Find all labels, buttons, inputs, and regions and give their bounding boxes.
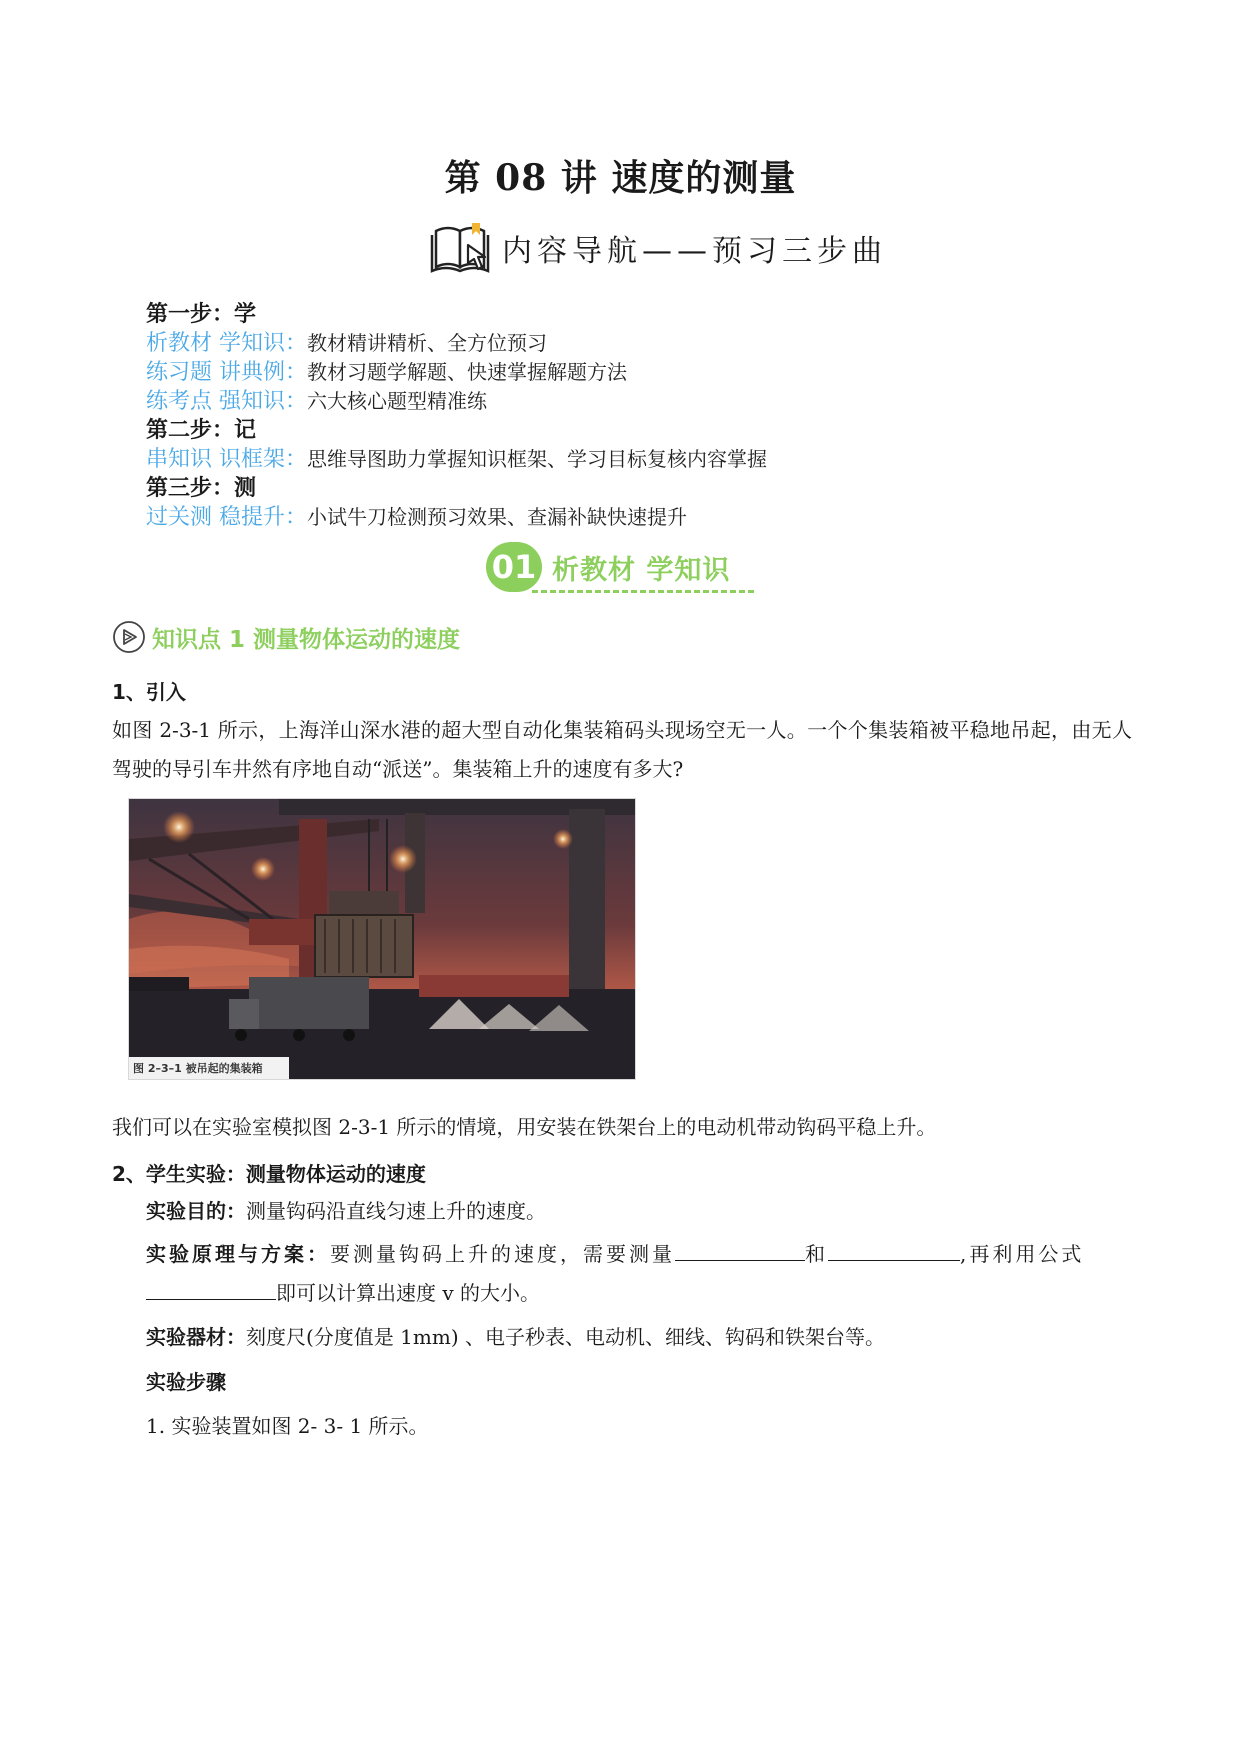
row-description: 教材精讲精析、全方位预习	[307, 331, 547, 355]
navigation-title: 内容导航——预习三步曲	[502, 234, 887, 269]
steps-label: 实验步骤	[146, 1370, 226, 1394]
step-row	[146, 503, 767, 532]
container-crane-photo	[128, 798, 636, 1080]
step-three-heading: 第三步：测	[146, 475, 257, 501]
purpose-label: 实验目的：	[146, 1199, 246, 1223]
step-one-heading: 第一步：学	[146, 301, 257, 327]
row-tag: 练习题 讲典例：	[146, 360, 307, 385]
experiment-step-1: 1. 实验装置如图 2- 3- 1 所示。	[146, 1414, 429, 1438]
principle-text-1: 要测量钩码上升的速度，需要测量	[330, 1242, 675, 1266]
row-tag: 析教材 学知识：	[146, 331, 307, 356]
section-label: 析教材 学知识	[552, 554, 731, 586]
experiment-steps-heading	[146, 1363, 1126, 1402]
answer-blank-1[interactable]	[675, 1240, 805, 1261]
equipment-text: 刻度尺(分度值是 1mm) 、电子秒表、电动机、细线、钩码和铁架台等。	[246, 1325, 885, 1349]
step-row	[146, 358, 767, 387]
principle-and: 和	[805, 1242, 828, 1266]
content-navigation-header	[430, 218, 887, 278]
row-tag: 练考点 强知识：	[146, 389, 307, 414]
page-title: 第 08 讲 速度的测量	[444, 157, 797, 199]
step-row	[146, 445, 767, 474]
answer-blank-2[interactable]	[828, 1240, 960, 1261]
purpose-text: 测量钩码沿直线匀速上升的速度。	[246, 1199, 546, 1223]
play-arrow-icon	[112, 620, 146, 654]
section-badge	[486, 540, 730, 594]
figure-caption: 图 2–3–1 被吊起的集装箱	[133, 1062, 263, 1075]
row-tag: 过关测 稳提升：	[146, 505, 307, 530]
knowledge-point-heading	[112, 620, 460, 654]
knowledge-point-title: 知识点 1 测量物体运动的速度	[152, 626, 461, 653]
preview-steps	[146, 300, 767, 532]
photo-scene	[129, 799, 635, 1079]
experiment-purpose	[146, 1192, 1126, 1231]
row-description: 教材习题学解题、快速掌握解题方法	[307, 360, 627, 384]
after-figure-paragraph: 我们可以在实验室模拟图 2-3-1 所示的情境，用安装在铁架台上的电动机带动钩码平稳上升。	[112, 1115, 937, 1139]
experiment-principle	[146, 1235, 1126, 1274]
intro-paragraph: 如图 2-3-1 所示，上海洋山深水港的超大型自动化集装箱码头现场空无一人。一个个集装箱被平稳地吊起，由无人驾驶的导引车井然有序地自动“派送”。集装箱上升的速度有多大?	[112, 718, 1132, 781]
principle-text-2: ,再利用公式	[960, 1242, 1085, 1266]
row-tag: 串知识 识框架：	[146, 447, 307, 472]
step-row	[146, 329, 767, 358]
row-description: 思维导图助力掌握知识框架、学习目标复核内容掌握	[307, 447, 767, 471]
experiment-equipment	[146, 1318, 1126, 1357]
experiment-heading: 2、学生实验：测量物体运动的速度	[112, 1162, 426, 1186]
section-number: 01	[486, 542, 542, 592]
section-underline	[532, 590, 754, 593]
intro-heading: 1、引入	[112, 680, 186, 704]
principle-text-3: 即可以计算出速度 v 的大小。	[276, 1281, 541, 1305]
equipment-label: 实验器材：	[146, 1325, 246, 1349]
answer-blank-3[interactable]	[146, 1279, 276, 1300]
principle-label: 实验原理与方案：	[146, 1242, 330, 1266]
row-description: 小试牛刀检测预习效果、查漏补缺快速提升	[307, 505, 687, 529]
step-row	[146, 387, 767, 416]
row-description: 六大核心题型精准练	[307, 389, 487, 413]
step-two-heading: 第二步：记	[146, 417, 257, 443]
book-pointer-icon	[430, 219, 496, 277]
experiment-principle-cont	[146, 1274, 1126, 1313]
